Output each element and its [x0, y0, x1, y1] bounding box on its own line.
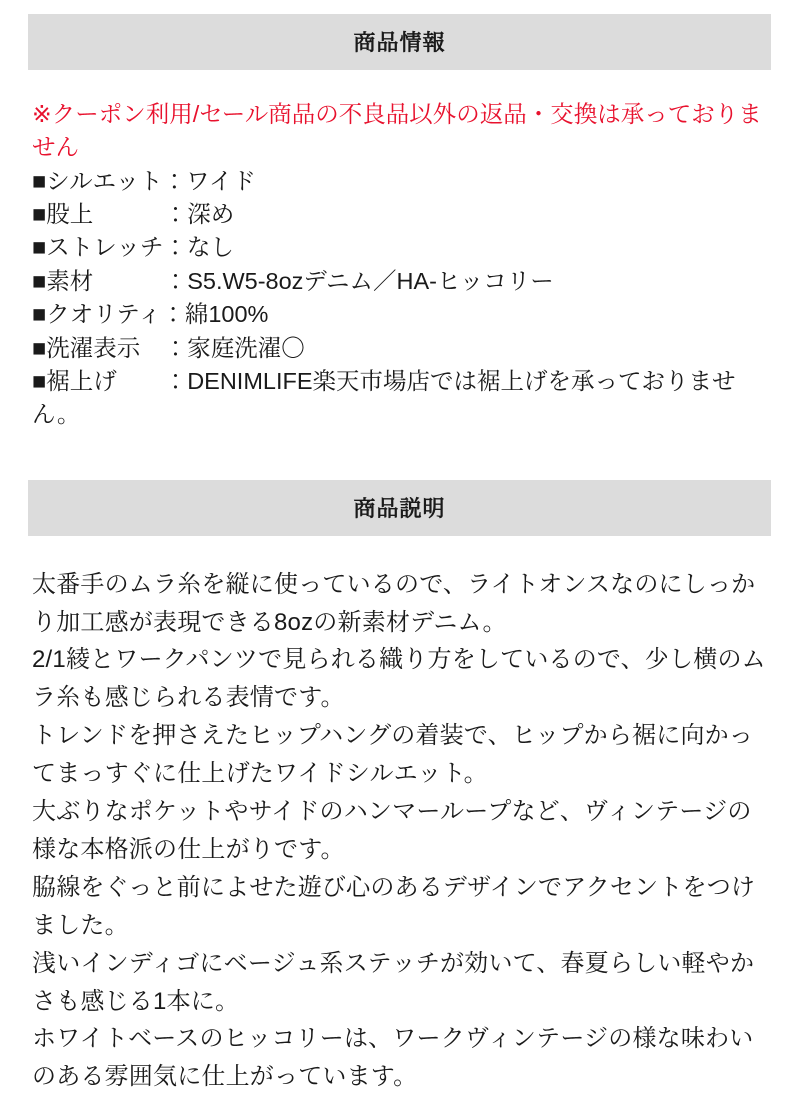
product-info-body [32, 98, 767, 432]
product-description-body [32, 566, 767, 1096]
description-paragraph: 浅いインディゴにベージュ系ステッチが効いて、春夏らしい軽やかさも感じる1本に。 [32, 949, 755, 1015]
return-policy-notice: ※クーポン利用/セール商品の不良品以外の返品・交換は承っておりません [32, 101, 762, 161]
spec-quality: ■クオリティ：綿100% [32, 301, 269, 328]
product-detail-page [0, 14, 799, 1094]
section-spacer [0, 432, 799, 480]
section-header-product-description: 商品説明 [28, 480, 771, 536]
description-paragraph: ホワイトベースのヒッコリーは、ワークヴィンテージの様な味わいのある雰囲気に仕上がっています。 [32, 1025, 754, 1091]
spec-hemming: ■裾上げ ：DENIMLIFE楽天市場店では裾上げを承っておりません。 [32, 367, 736, 428]
description-paragraph: 大ぶりなポケットやサイドのハンマーループなど、ヴィンテージの様な本格派の仕上がりです。 [32, 798, 752, 863]
description-paragraph: トレンドを押さえたヒップハングの着装で、ヒップから裾に向かってまっすぐに仕上げたワイドシルエット。 [32, 722, 754, 788]
spec-rise: ■股上 ：深め [32, 201, 235, 228]
spec-stretch: ■ストレッチ：なし [32, 234, 234, 261]
description-paragraph: 2/1綾とワークパンツで見られる織り方をしているので、少し横のムラ糸も感じられる表情です。 [32, 646, 766, 712]
description-paragraph: 太番手のムラ糸を縦に使っているので、ライトオンスなのにしっかり加工感が表現できる8ozの新素材デニム。 [32, 570, 756, 636]
description-paragraph: 脇線をぐっと前によせた遊び心のあるデザインでアクセントをつけました。 [32, 873, 756, 939]
section-header-product-info: 商品情報 [28, 14, 771, 70]
spec-material: ■素材 ：S5.W5-8ozデニム／HA-ヒッコリー [32, 267, 554, 294]
spec-silhouette: ■シルエット：ワイド [32, 167, 256, 194]
spec-washing: ■洗濯表示 ：家庭洗濯〇 [32, 334, 305, 361]
